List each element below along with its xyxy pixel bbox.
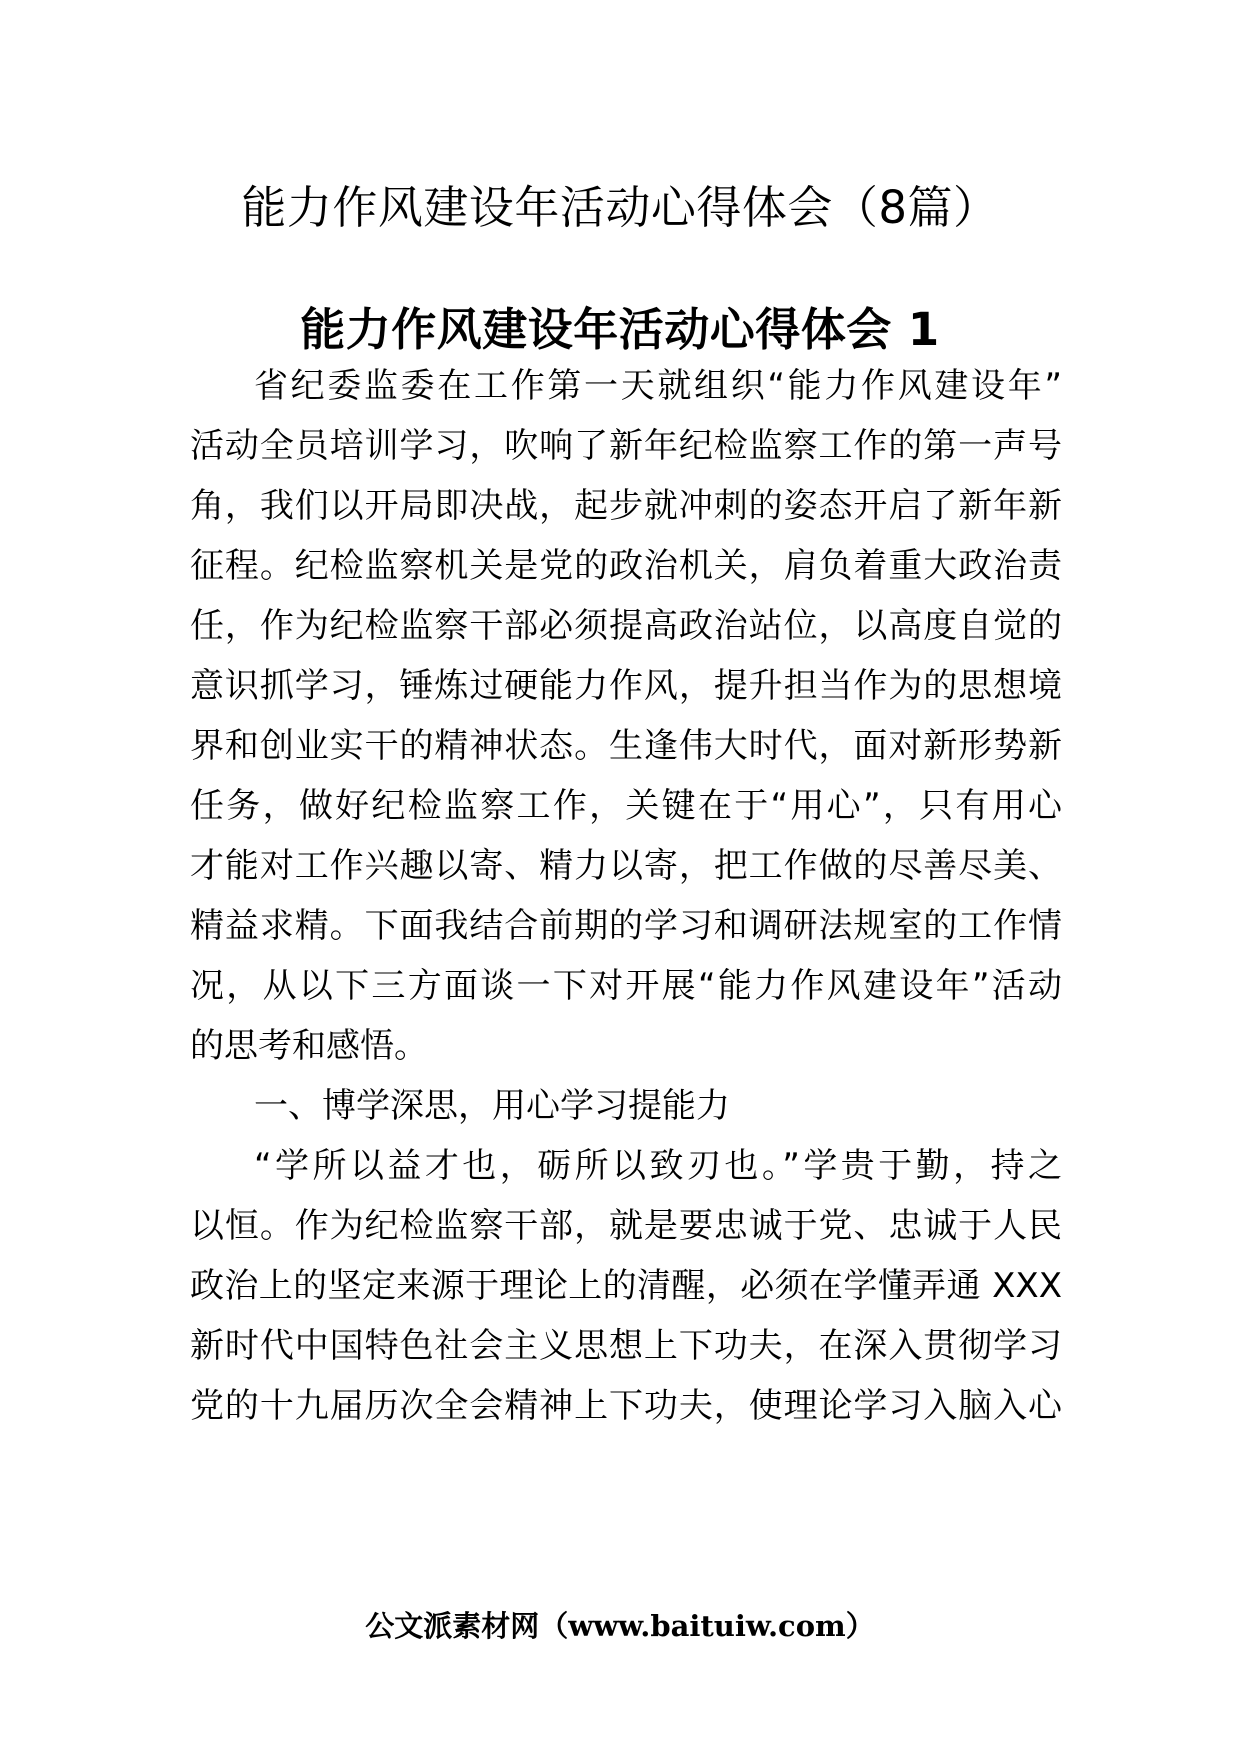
paragraph-line: 界和创业实干的精神状态。生逢伟大时代，面对新形势新	[190, 726, 1062, 766]
paragraph-line: 意识抓学习，锤炼过硬能力作风，提升担当作为的思想境	[190, 666, 1062, 706]
subheading-1: 一、博学深思，用心学习提能力	[254, 1086, 730, 1126]
paragraph-line: 角，我们以开局即决战，起步就冲刺的姿态开启了新年新	[190, 486, 1062, 526]
paragraph-line: 才能对工作兴趣以寄、精力以寄，把工作做的尽善尽美、	[190, 846, 1062, 886]
footer-watermark: 公文派素材网（www.baituiw.com）	[365, 1609, 875, 1643]
paragraph-line: 的思考和感悟。	[190, 1026, 428, 1066]
paragraph-line: 省纪委监委在工作第一天就组织“能力作风建设年”	[254, 366, 1062, 406]
paragraph-line: 新时代中国特色社会主义思想上下功夫，在深入贯彻学习	[190, 1326, 1062, 1366]
section-title: 能力作风建设年活动心得体会 1	[300, 303, 940, 356]
paragraph-line: 以恒。作为纪检监察干部，就是要忠诚于党、忠诚于人民	[190, 1206, 1062, 1246]
paragraph-line: 况，从以下三方面谈一下对开展“能力作风建设年”活动	[190, 966, 1062, 1006]
paragraph-line: 党的十九届历次全会精神上下功夫，使理论学习入脑入心	[190, 1386, 1062, 1426]
paragraph-line: 活动全员培训学习，吹响了新年纪检监察工作的第一声号	[190, 426, 1062, 466]
paragraph-line: 政治上的坚定来源于理论上的清醒，必须在学懂弄通 XXX	[190, 1266, 1062, 1306]
paragraph-line: 任，作为纪检监察干部必须提高政治站位，以高度自觉的	[190, 606, 1062, 646]
paragraph-line: 任务，做好纪检监察工作，关键在于“用心”，只有用心	[190, 786, 1062, 826]
paragraph-line: “学所以益才也，砺所以致刃也。”学贵于勤，持之	[254, 1146, 1062, 1186]
paragraph-line: 征程。纪检监察机关是党的政治机关，肩负着重大政治责	[190, 546, 1062, 586]
document-title: 能力作风建设年活动心得体会（8篇）	[241, 181, 999, 234]
paragraph-line: 精益求精。下面我结合前期的学习和调研法规室的工作情	[190, 906, 1062, 946]
